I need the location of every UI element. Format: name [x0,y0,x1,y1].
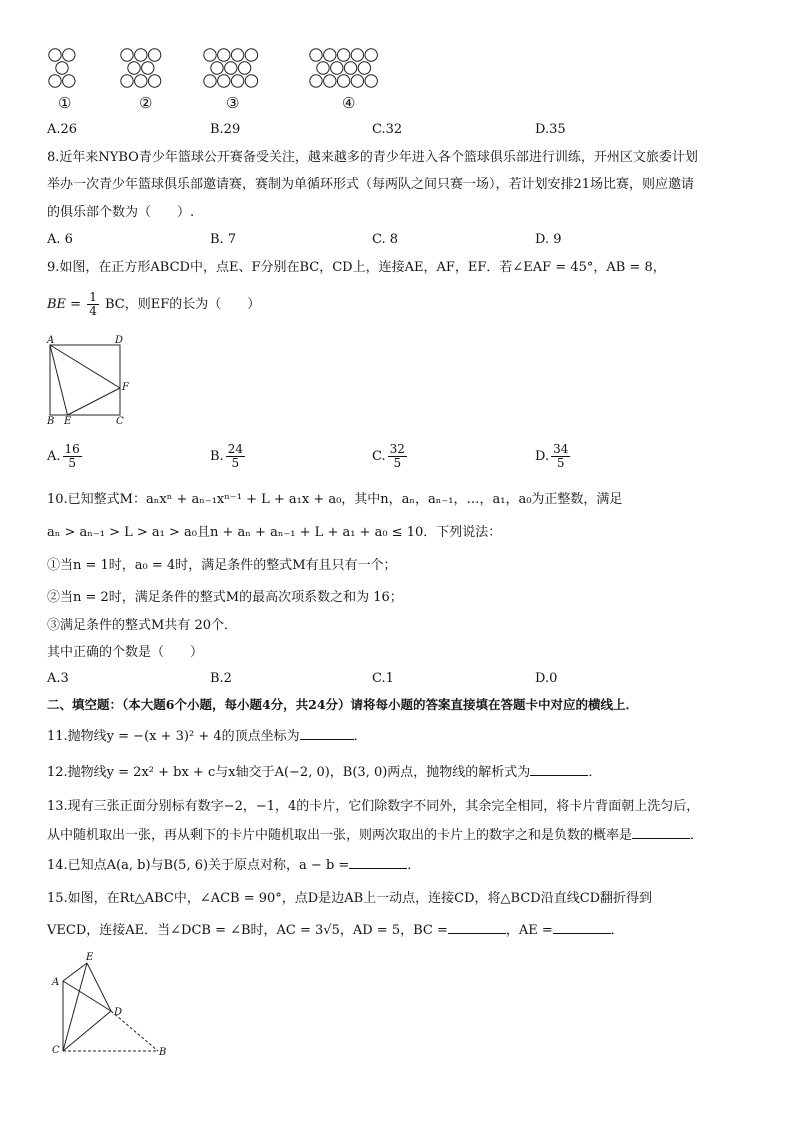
q7-option-c: C.32 [372,122,403,137]
pattern-label-3: ③ [226,94,240,112]
pattern-label-4: ④ [342,94,356,112]
fig4-circle [324,75,336,87]
q8-option-b: B. 7 [210,232,237,247]
q15-line2 [47,921,624,940]
q7-option-b: B.29 [210,122,241,137]
fig2-circle [121,49,133,61]
q11-end: ． [353,729,367,744]
fig1-circle [49,75,61,87]
q10-option-a: A.3 [47,671,69,686]
q15-mid: ，AE = [505,923,553,938]
q9-option-d [535,437,572,477]
q9-opt-c-frac [388,443,407,470]
fig4-circle [344,62,356,74]
q9-opt-d-frac [551,443,570,470]
q8-line3: 的俱乐部个数为（ ）. [47,205,195,220]
fig4-circle [365,49,377,61]
fig2-circle [142,62,154,74]
q9-line2-rest: BC，则EF的长为（ ） [105,297,261,312]
fig2-circle [148,75,160,87]
q11 [47,727,367,746]
q9-opt-c-den: 5 [393,456,402,470]
q12-end: ． [588,765,602,780]
fig3-circle [218,75,230,87]
fig3-circle [245,75,257,87]
q9-opt-c-letter: C. [372,449,386,464]
q10-statement-2: ②当n = 2时，满足条件的整式M的最高次项系数之和为 16； [47,590,403,605]
q15-label-e: E [86,952,94,963]
q12-answer-blank[interactable] [530,763,588,776]
q9-option-a [47,437,84,477]
q9-opt-a-den: 5 [68,456,76,470]
q8-option-d: D. 9 [535,232,562,247]
fig3-circle [211,62,223,74]
q10-line1: 10.已知整式M：aₙxⁿ + aₙ₋₁xⁿ⁻¹ + L + a₁x + a₀，其中n，aₙ，aₙ₋₁，…，a₁，a₀为正整数，满足 [47,492,623,507]
q13-line1: 13.现有三张正面分别标有数字−2，−1，4的卡片，它们除数字不同外，其余完全相同，将卡片背面朝上洗匀后， [47,799,700,814]
fig4-circle [324,49,336,61]
fig4-circle [317,62,329,74]
fig3-circle [218,49,230,61]
q9-opt-d-den: 5 [556,456,565,470]
q15-line2-text: VECD，连接AE．当∠DCB = ∠B时，AC = 3√5，AD = 5，BC = [47,923,448,938]
q15-line1: 15.如图，在Rt△ABC中，∠ACB = 90°，点D是边AB上一动点，连接CD，将△BCD沿直线CD翻折得到 [47,891,653,906]
q11-text: 11.抛物线y = −(x + 3)² + 4的顶点坐标为 [47,729,300,744]
q9-opt-b-frac [226,443,245,470]
q9-line1: 9.如图，在正方形ABCD中，点E、F分别在BC，CD上，连接AE，AF，EF．若∠EAF = 45°，AB = 8， [47,260,666,275]
fig3-circle [204,49,216,61]
q12-text: 12.抛物线y = 2x² + bx + c与x轴交于A(−2, 0)，B(3, 0)两点，抛物线的解析式为 [47,765,531,780]
fig2-circle [135,75,147,87]
q9-opt-a-letter: A. [47,449,61,464]
q14 [47,856,420,875]
q8-line2: 举办一次青少年篮球俱乐部邀请赛，赛制为单循环形式（每两队之间只赛一场），若计划安排21场比赛，则应邀请 [47,177,695,192]
fig3-circle [231,75,243,87]
q9-label-d: D [115,335,124,346]
q10-option-d: D.0 [535,671,558,686]
q9-opt-b-den: 5 [231,456,240,470]
q10-ask: 其中正确的个数是（ ） [47,645,204,660]
fig4-circle [331,62,343,74]
q8-option-a: A. 6 [47,232,73,247]
fig4-circle [358,62,370,74]
fig4-circle [310,75,322,87]
fig4-circle [351,49,363,61]
fig1-circle [63,75,75,87]
q9-opt-b-num: 24 [227,442,243,456]
q15-ae-blank[interactable] [553,921,611,934]
q9-opt-b-letter: B. [210,449,224,464]
fig2-circle [148,49,160,61]
q9-option-c [372,437,409,477]
q9-frac-num: 1 [89,290,97,304]
q9-option-b [210,437,247,477]
q8-line1: 8.近年来NYBO青少年篮球公开赛备受关注，越来越多的青少年进入各个篮球俱乐部进行训练，开州区文旅委计划 [47,150,698,165]
q11-answer-blank[interactable] [300,727,354,740]
q8-option-c: C. 8 [372,232,399,247]
q15-bc-blank[interactable] [448,921,506,934]
q10-line2: aₙ > aₙ₋₁ > L > a₁ > a₀且n + aₙ + aₙ₋₁ + L + a₁ + a₀ ≤ 10．下列说法： [47,525,502,540]
q13-end: ． [690,828,704,843]
q9-opt-d-num: 34 [553,442,569,456]
fig3-circle [225,62,237,74]
q10-option-c: C.1 [372,671,394,686]
fig4-circle [365,75,377,87]
q9-label-a: A [47,335,55,346]
q10-statement-1: ①当n = 1时，a₀ = 4时，满足条件的整式M有且只有一个； [47,558,397,573]
q13-line2 [47,826,703,845]
q14-end: ． [407,858,421,873]
q9-opt-a-frac [63,443,82,470]
circle-pattern-figure [0,0,794,120]
q7-option-a: A.26 [47,122,78,137]
q14-answer-blank[interactable] [349,856,407,869]
q14-text: 14.已知点A(a, b)与B(5, 6)关于原点对称，a − b = [47,858,350,873]
fig4-circle [337,75,349,87]
q15-label-b: B [159,1047,167,1058]
fig1-circle [49,49,61,61]
q15-label-d: D [114,1007,123,1018]
q9-label-e: E [64,416,72,427]
fig2-circle [135,49,147,61]
q15-label-a: A [52,977,60,988]
q9-label-b: B [47,416,55,427]
pattern-label-1: ① [58,94,72,112]
fig3-circle [231,49,243,61]
q9-be-expr: BE = [47,297,82,312]
q9-fraction [87,291,99,318]
fig2-circle [121,75,133,87]
fig1-circle [63,49,75,61]
fig3-circle [245,49,257,61]
fig3-circle [238,62,250,74]
q10-option-b: B.2 [210,671,232,686]
q15-label-c: C [52,1045,60,1056]
q13-line2-text: 从中随机取出一张，再从剩下的卡片中随机取出一张，则两次取出的卡片上的数字之和是负数的概率是 [47,828,633,843]
q9-opt-c-num: 32 [389,442,405,456]
section2-heading: 二、填空题：（本大题6个小题，每小题4分，共24分）请将每小题的答案直接填在答题卡中对应的横线上． [47,697,639,712]
fig4-circle [310,49,322,61]
fig4-circle [351,75,363,87]
q9-line2 [47,290,260,320]
fig3-circle [204,75,216,87]
q9-label-c: C [116,416,124,427]
fig2-circle [128,62,140,74]
q9-label-f: F [122,382,129,393]
fig4-circle [337,49,349,61]
q12 [47,763,601,782]
fig1-circle [56,62,68,74]
q7-option-d: D.35 [535,122,566,137]
q10-statement-3: ③满足条件的整式M共有 20个． [47,618,237,633]
q13-answer-blank[interactable] [632,826,690,839]
q9-opt-d-letter: D. [535,449,550,464]
q15-end: ． [610,923,624,938]
q9-opt-a-num: 16 [64,442,80,456]
pattern-label-2: ② [139,94,153,112]
q9-frac-den: 4 [89,304,97,318]
